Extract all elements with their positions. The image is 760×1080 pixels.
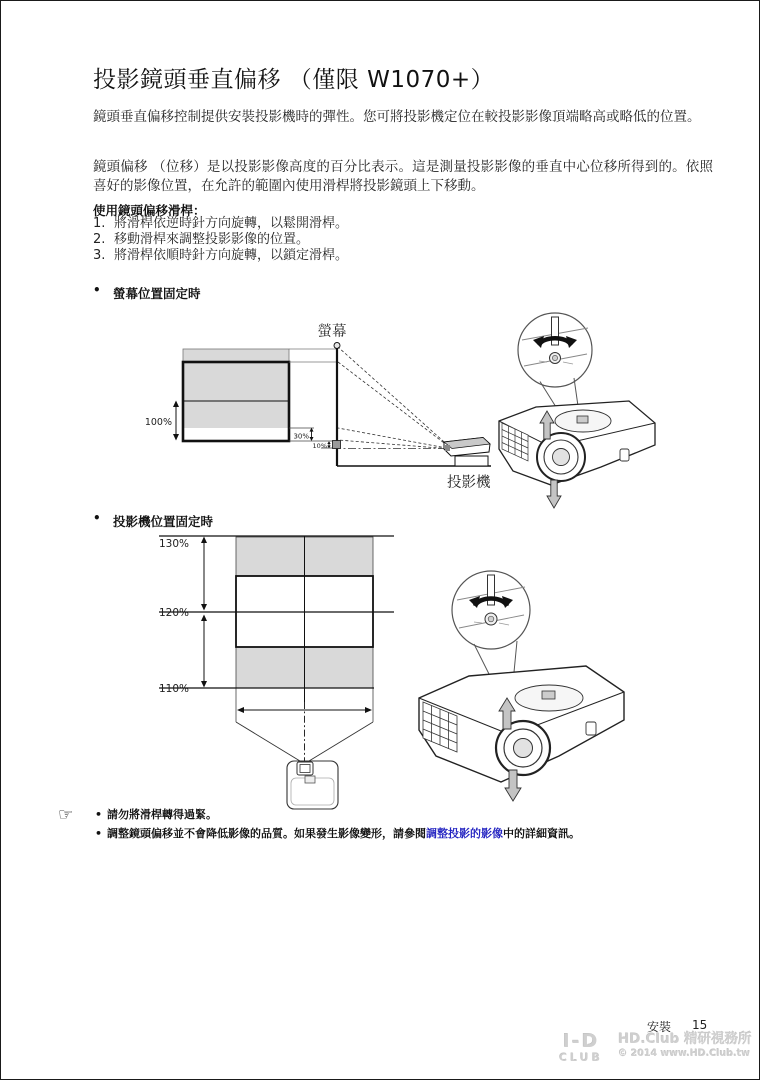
diagram-screen-fixed [81, 309, 681, 509]
lens-shift-paragraph: 鏡頭偏移 （位移）是以投影影像高度的百分比表示。這是測量投影影像的垂直中心位移所得到的。依照喜好的影像位置，在允許的範圍內使用滑桿將投影鏡頭上下移動。 [93, 159, 713, 194]
section-heading-projector-fixed: • 投影機位置固定時 [93, 511, 214, 529]
step-3-text: 將滑桿依順時針方向旋轉，以鎖定滑桿。 [114, 248, 349, 263]
bullet-icon: • [95, 808, 103, 821]
step-2-number: 2. [93, 232, 106, 247]
note-1 [1, 807, 707, 822]
label-projector: 投影機 [447, 475, 491, 491]
footer-section-label: 安裝 [647, 1020, 672, 1034]
label-screen: 螢幕 [317, 324, 347, 340]
note-2-text-post: 中的詳細資訊。 [503, 827, 580, 840]
step-1-number: 1. [93, 216, 106, 231]
steps-list [93, 216, 348, 264]
adjust-image-link[interactable]: 調整投影的影像 [426, 827, 503, 840]
projection-rays [338, 347, 452, 449]
note-2 [1, 826, 707, 841]
label-110pct: 110% [158, 683, 189, 695]
footer-page-number: 15 [692, 1018, 708, 1032]
section-heading-screen-fixed: • 螢幕位置固定時 [93, 283, 201, 301]
watermark-copyright: © 2014 www.HD.Club.tw [618, 1048, 751, 1059]
projector-side-view [444, 438, 490, 467]
label-130pct: 130% [158, 538, 189, 550]
watermark-title: HD.Club 精研視務所 [618, 1031, 752, 1047]
label-10pct: 10% [312, 441, 327, 450]
step-1 [93, 216, 348, 232]
hdclub-logo: I-D CLUB [558, 1030, 603, 1064]
note-icon: ☞ [58, 805, 74, 825]
label-120pct: 120% [158, 607, 189, 619]
bullet-icon: • [93, 283, 101, 297]
step-2 [93, 232, 348, 248]
notes-block [1, 807, 760, 845]
projector-illustration-2 [419, 571, 624, 801]
steps-heading: 使用鏡頭偏移滑桿： [93, 203, 206, 218]
bullet-icon: • [93, 511, 101, 525]
note-1-text: 請勿將滑桿轉得過緊。 [107, 808, 217, 821]
step-1-text: 將滑桿依逆時針方向旋轉，以鬆開滑桿。 [114, 216, 349, 231]
diagram-projector-fixed [81, 530, 681, 816]
intro-paragraph: 鏡頭垂直偏移控制提供安裝投影機時的彈性。您可將投影機定位在較投影影像頂端略高或略低的位置。 [93, 109, 701, 125]
screen-schematic [145, 322, 491, 491]
step-2-text: 移動滑桿來調整投影影像的位置。 [114, 232, 310, 247]
hdclub-watermark-text [618, 1032, 752, 1060]
label-100pct: 100% [144, 417, 172, 428]
projector-illustration-1 [499, 313, 655, 508]
bullet-icon: • [95, 827, 103, 840]
hdclub-watermark [550, 1032, 760, 1063]
note-2-text-pre: 調整鏡頭偏移並不會降低影像的品質。如果發生影像變形，請參閱 [107, 827, 426, 840]
step-3 [93, 248, 348, 264]
shift-range-schematic [159, 536, 394, 809]
step-3-number: 3. [93, 248, 106, 263]
page-title: 投影鏡頭垂直偏移 （僅限 W1070+） [93, 67, 495, 93]
projector-top-view [287, 761, 338, 809]
label-30pct: 30% [293, 432, 309, 441]
